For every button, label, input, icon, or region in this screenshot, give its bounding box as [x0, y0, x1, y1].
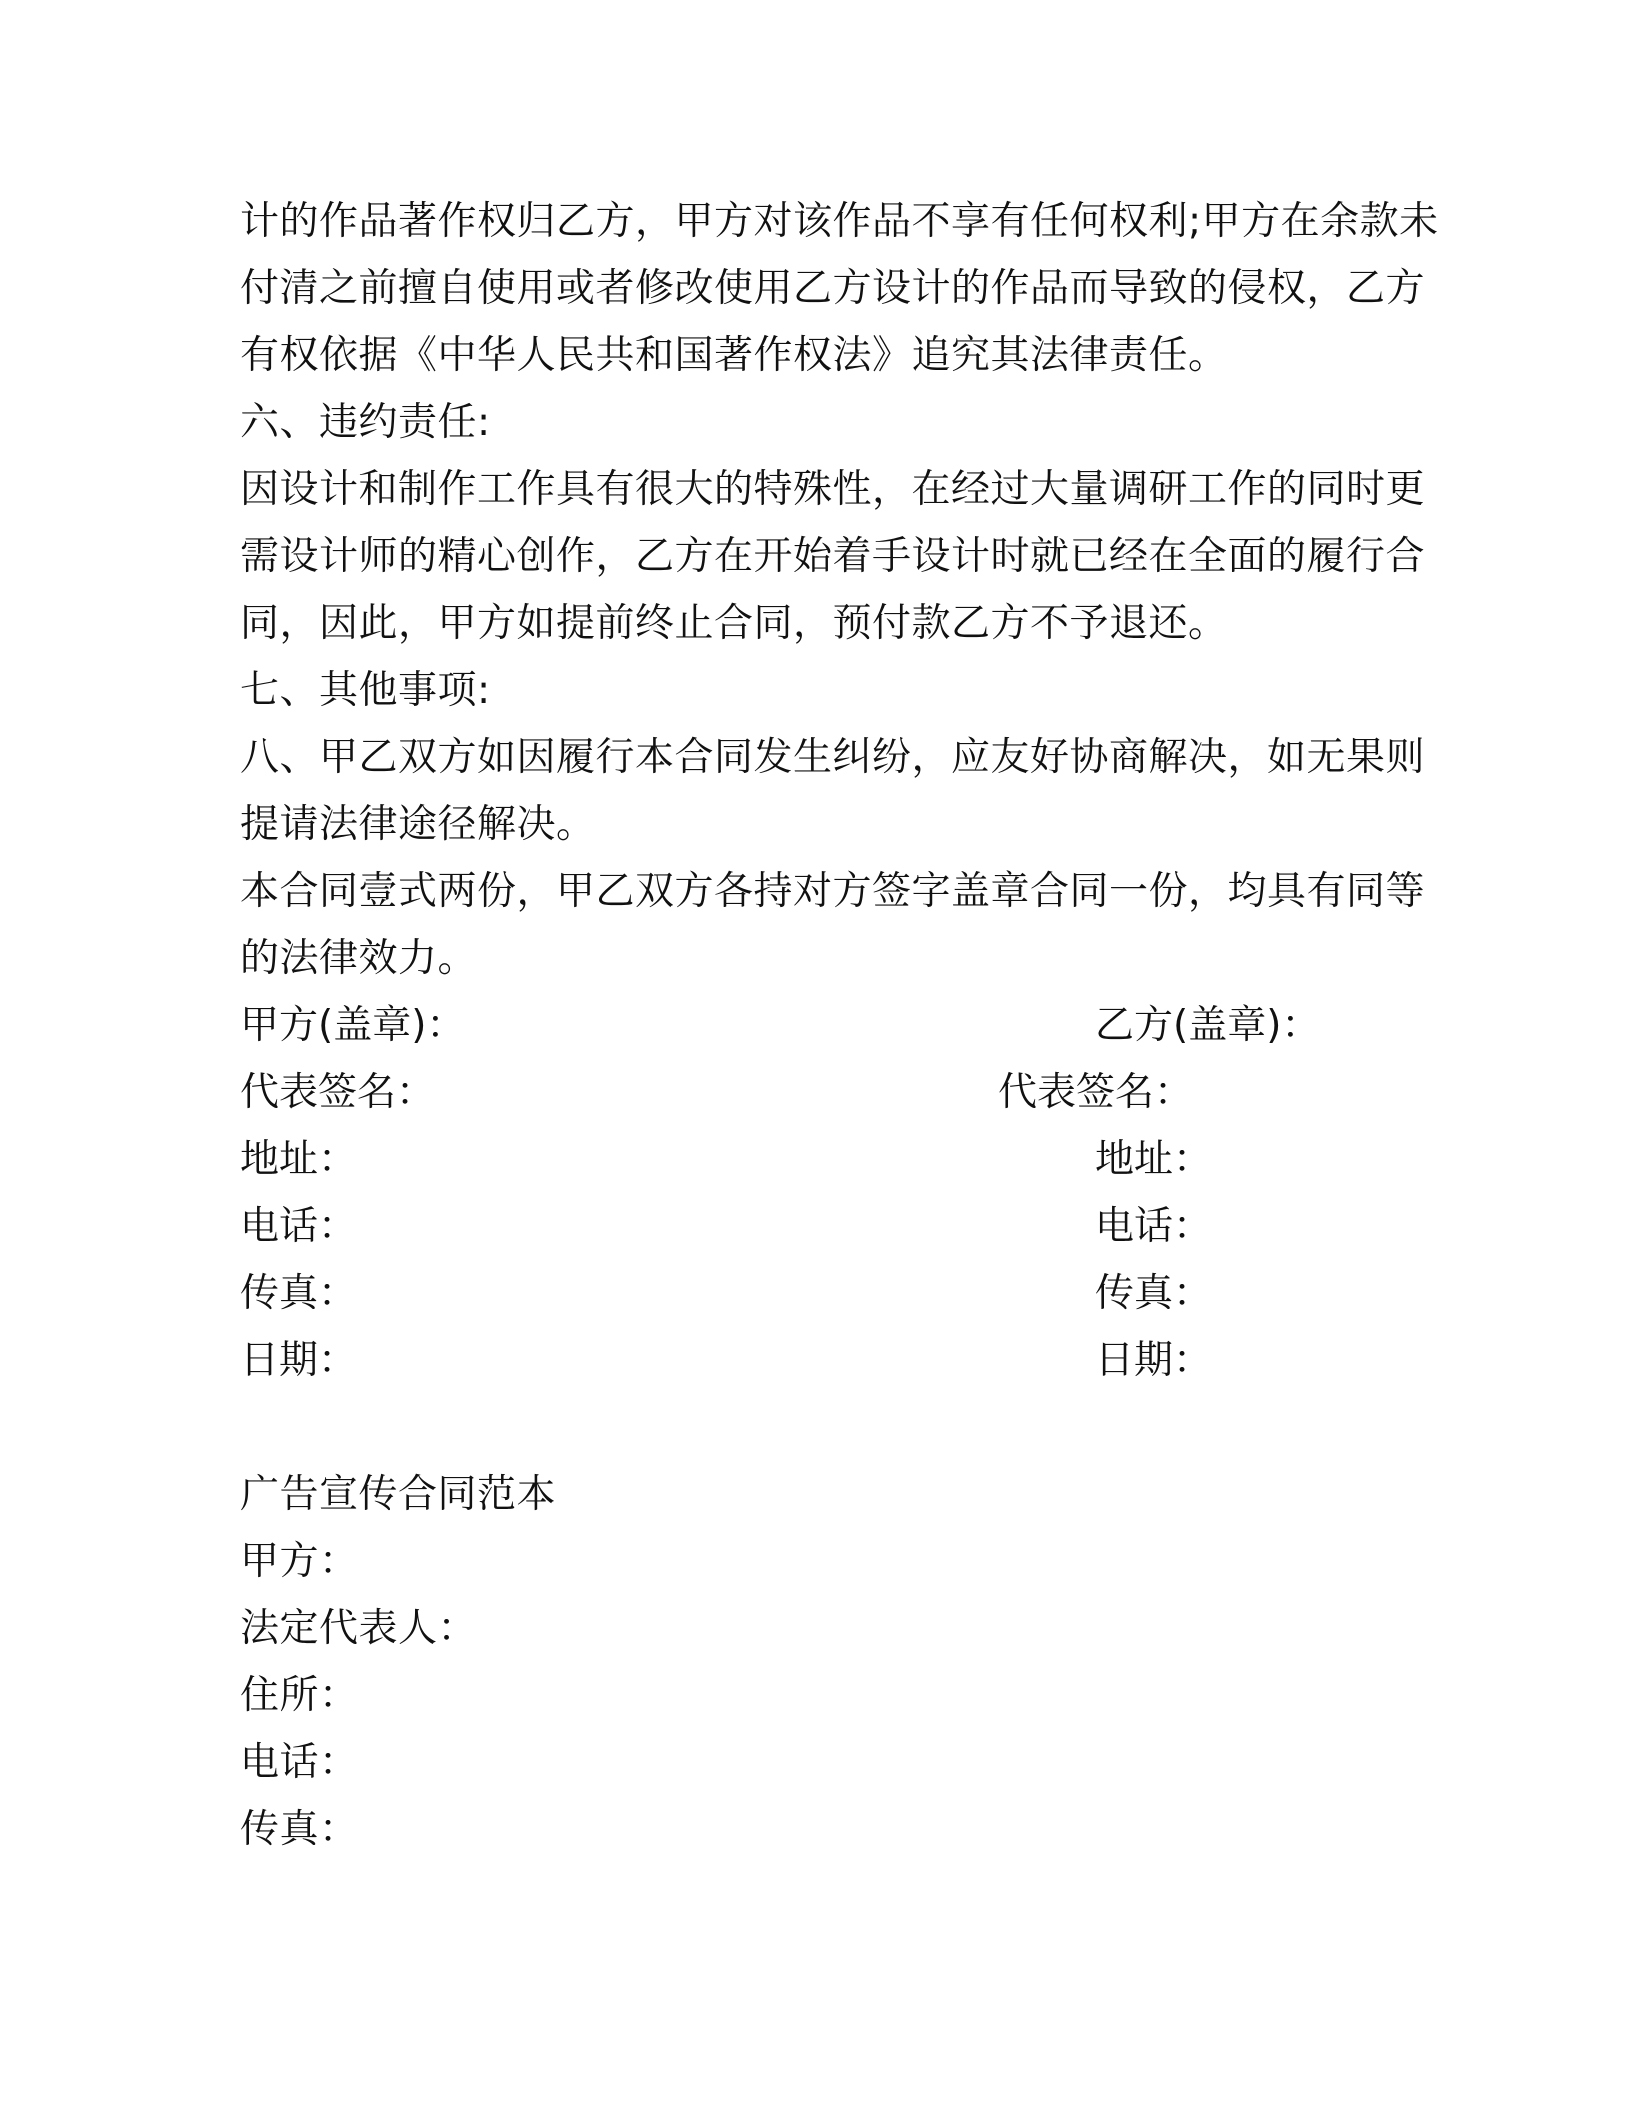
residence-label: 住所：	[240, 1673, 359, 1718]
party-a-fax-label: 传真：	[240, 1271, 358, 1316]
party-b-fax-label: 传真：	[1095, 1271, 1213, 1316]
paragraph-line: 同，因此，甲方如提前终止合同，预付款乙方不予退还。	[240, 601, 1228, 646]
party-b-address-label: 地址：	[1095, 1137, 1213, 1182]
section-spacer	[240, 1394, 1380, 1461]
signature-row-seal	[240, 992, 1380, 1059]
party-a-address-label: 地址：	[240, 1137, 358, 1182]
phone-label: 电话：	[240, 1740, 359, 1785]
paragraph-line: 本合同壹式两份，甲乙双方各持对方签字盖章合同一份，均具有同等	[240, 869, 1426, 914]
paragraph-line: 八、甲乙双方如因履行本合同发生纠纷，应友好协商解决，如无果则	[240, 735, 1426, 780]
paragraph-line: 需设计师的精心创作，乙方在开始着手设计时就已经在全面的履行合	[240, 534, 1426, 579]
signature-row-phone	[240, 1193, 1380, 1260]
paragraph-line: 付清之前擅自使用或者修改使用乙方设计的作品而导致的侵权，乙方	[240, 266, 1426, 311]
party-b-phone-label: 电话：	[1095, 1204, 1213, 1249]
paragraph-line: 的法律效力。	[240, 936, 478, 981]
party-b-representative-label: 代表签名：	[998, 1070, 1194, 1115]
party-a-seal-label: 甲方(盖章)：	[240, 1003, 466, 1048]
party-b-seal-label: 乙方(盖章)：	[1095, 1003, 1321, 1048]
party-a-label: 甲方：	[240, 1539, 359, 1584]
paragraph-line: 提请法律途径解决。	[240, 802, 596, 847]
paragraph-line: 因设计和制作工作具有很大的特殊性，在经过大量调研工作的同时更	[240, 467, 1426, 512]
signature-row-representative	[240, 1059, 1380, 1126]
signature-row-address	[240, 1126, 1380, 1193]
party-a-representative-label: 代表签名：	[240, 1070, 436, 1115]
party-a-date-label: 日期：	[240, 1338, 358, 1383]
party-a-phone-label: 电话：	[240, 1204, 358, 1249]
fax-label: 传真：	[240, 1807, 359, 1852]
next-document-title: 广告宣传合同范本	[240, 1472, 557, 1517]
section-heading-other: 七、其他事项:	[240, 668, 491, 713]
party-b-date-label: 日期：	[1095, 1338, 1213, 1383]
document-content	[240, 188, 1439, 1863]
legal-representative-label: 法定代表人：	[240, 1606, 478, 1651]
signature-row-fax	[240, 1260, 1380, 1327]
signature-row-date	[240, 1327, 1380, 1394]
section-heading-breach: 六、违约责任:	[240, 400, 491, 445]
paragraph-line: 计的作品著作权归乙方，甲方对该作品不享有任何权利;甲方在余款未	[240, 199, 1439, 244]
paragraph-line: 有权依据《中华人民共和国著作权法》追究其法律责任。	[240, 333, 1228, 378]
